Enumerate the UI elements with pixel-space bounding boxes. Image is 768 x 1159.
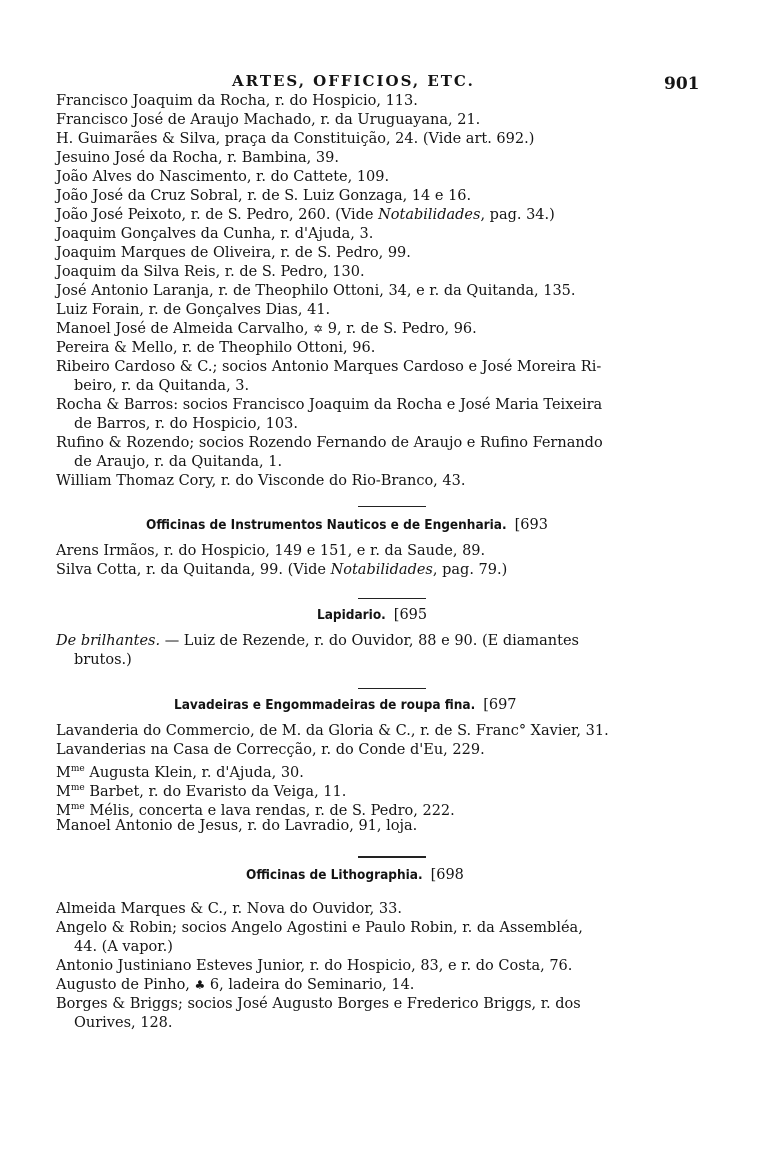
entry-line: $M^{me}$ Augusta Klein, r. d'Ajuda, 30. <box>56 764 304 781</box>
section-heading: Lavadeiras e Engommadeiras de roupa fina. [697 <box>174 697 517 713</box>
entry-line: João José da Cruz Sobral, r. de S. Luiz Gonzaga, 14 e 16. <box>56 188 472 204</box>
entry-line: Pereira & Mello, r. de Theophilo Ottoni, 96. <box>56 340 376 356</box>
entry-line: Almeida Marques & C., r. Nova do Ouvidor, 33. <box>56 901 402 917</box>
section-divider <box>358 598 426 599</box>
entry-line: José Antonio Laranja, r. de Theophilo Ottoni, 34, e r. da Quitanda, 135. <box>56 283 576 299</box>
entry-line: Silva Cotta, r. da Quitanda, 99. (Vide Notabilidades, pag. 79.) <box>56 562 508 578</box>
entry-line: Joaquim da Silva Reis, r. de S. Pedro, 130. <box>56 264 365 280</box>
section-divider <box>358 688 426 689</box>
entry-line: H. Guimarães & Silva, praça da Constituição, 24. (Vide art. 692.) <box>56 131 535 147</box>
entry-line: $M^{me}$ Mélis, concerta e lava rendas, r. de S. Pedro, 222. <box>56 802 455 819</box>
entry-line: de Araujo, r. da Quitanda, 1. <box>74 454 283 470</box>
entry-line: Francisco Joaquim da Rocha, r. do Hospicio, 113. <box>56 93 418 109</box>
entry-line: Joaquim Gonçalves da Cunha, r. d'Ajuda, 3. <box>56 226 374 242</box>
section-heading: Officinas de Instrumentos Nauticos e de Engenharia. [693 <box>146 517 548 533</box>
entry-line: Jesuino José da Rocha, r. Bambina, 39. <box>56 150 339 166</box>
entry-line: Arens Irmãos, r. do Hospicio, 149 e 151, e r. da Saude, 89. <box>56 543 486 559</box>
entry-line: Angelo & Robin; socios Angelo Agostini e Paulo Robin, r. da Assembléa, <box>56 920 583 936</box>
entry-line: João Alves do Nascimento, r. do Cattete, 109. <box>56 169 390 185</box>
section-divider <box>358 506 426 507</box>
entry-line: Antonio Justiniano Esteves Junior, r. do Hospicio, 83, e r. do Costa, 76. <box>56 958 573 974</box>
entry-line: Luiz Forain, r. de Gonçalves Dias, 41. <box>56 302 331 318</box>
section-heading: Lapidario. [695 <box>317 607 428 623</box>
entry-line: Ribeiro Cardoso & C.; socios Antonio Marques Cardoso e José Moreira Ri- <box>56 359 602 375</box>
entry-line: De brilhantes. — Luiz de Rezende, r. do Ouvidor, 88 e 90. (E diamantes <box>56 633 579 649</box>
section-heading: Officinas de Lithographia. [698 <box>246 867 464 883</box>
club-icon: ♣ <box>194 978 206 992</box>
entry-line: Lavanderias na Casa de Correcção, r. do Conde d'Eu, 229. <box>56 742 485 758</box>
running-head: ARTES, OFFICIOS, ETC. <box>232 72 475 90</box>
entry-line: Augusto de Pinho, ♣ 6, ladeira do Seminario, 14. <box>56 977 415 993</box>
entry-line: Lavanderia do Commercio, de M. da Gloria & C., r. de S. Franc° Xavier, 31. <box>56 723 609 739</box>
page-number: 901 <box>664 74 700 94</box>
entry-line: $M^{me}$ Barbet, r. do Evaristo da Veiga, 11. <box>56 783 347 800</box>
entry-line: de Barros, r. do Hospicio, 103. <box>74 416 298 432</box>
entry-line: Joaquim Marques de Oliveira, r. de S. Pedro, 99. <box>56 245 411 261</box>
entry-line: Manoel José de Almeida Carvalho, ✡ 9, r. de S. Pedro, 96. <box>56 321 477 337</box>
entry-line: William Thomaz Cory, r. do Visconde do Rio-Branco, 43. <box>56 473 466 489</box>
entry-line: Rufino & Rozendo; socios Rozendo Fernando de Araujo e Rufino Fernando <box>56 435 603 451</box>
entry-line: Francisco José de Araujo Machado, r. da Uruguayana, 21. <box>56 112 481 128</box>
entry-line: Borges & Briggs; socios José Augusto Borges e Frederico Briggs, r. dos <box>56 996 581 1012</box>
entry-line: Ourives, 128. <box>74 1015 173 1031</box>
entry-line: 44. (A vapor.) <box>74 939 173 955</box>
entry-line: João José Peixoto, r. de S. Pedro, 260. (Vide Notabilidades, pag. 34.) <box>56 207 555 223</box>
entry-line: Manoel Antonio de Jesus, r. do Lavradio, 91, loja. <box>56 818 418 834</box>
entry-line: brutos.) <box>74 652 132 668</box>
section-divider <box>358 856 426 858</box>
entry-line: Rocha & Barros: socios Francisco Joaquim da Rocha e José Maria Teixeira <box>56 397 603 413</box>
entry-line: beiro, r. da Quitanda, 3. <box>74 378 250 394</box>
star-of-david-icon: ✡ <box>313 322 324 336</box>
